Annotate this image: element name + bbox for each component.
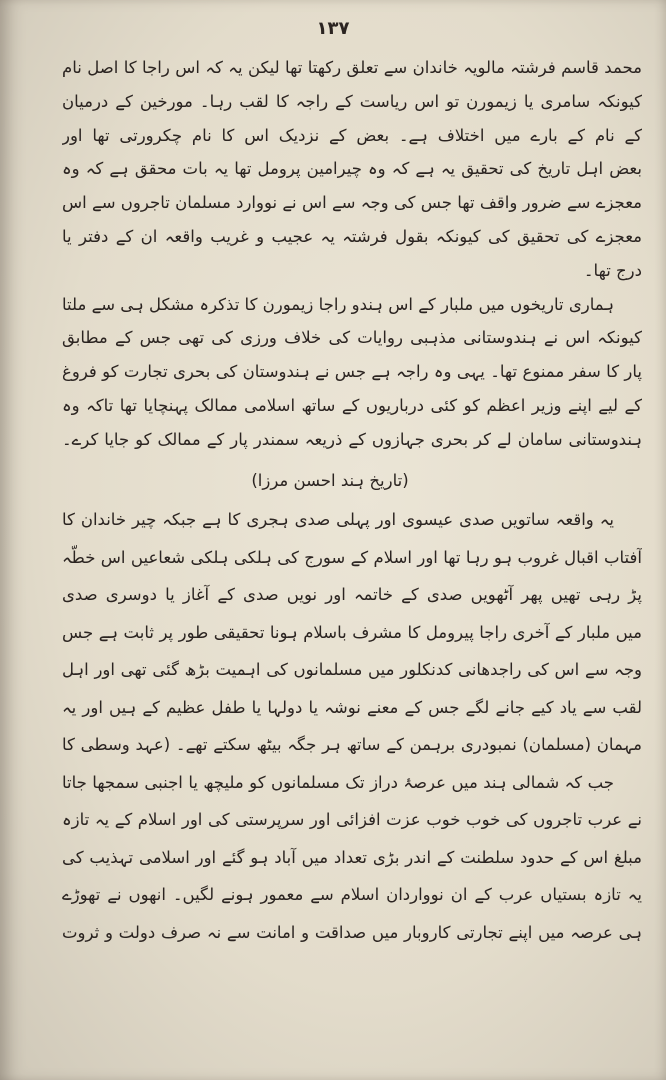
text-line: محمد قاسم فرشتہ مالویہ خاندان سے تعلق رکھتا تھا لیکن یہ کہ اس راجا کا اصل نام: [62, 58, 642, 77]
text-line: جب کہ شمالی ہند میں عرصۂ دراز تک مسلمانوں کو ملیچھ یا اجنبی سمجھا جاتا: [62, 772, 614, 792]
text-line: بعض اہل تاریخ کی تحقیق یہ ہے کہ وہ چیرامین پرومل تھا یہ بات محقق ہے کہ وہ: [62, 159, 642, 179]
page-number: ۱۳۷: [316, 18, 350, 39]
text-line: وجہ سے اس کی راجدھانی کدنکلور میں مسلمانوں کی اہمیت بڑھ گئی تھی اور اہل: [62, 660, 642, 679]
text-line: کے لیے اپنے وزیر اعظم کو کئی درباریوں کے ساتھ اسلامی ممالک پہنچایا تھا تاکہ وہ: [62, 396, 642, 415]
text-line: یہ تازہ بستیاں عرب کے ان نوواردان اسلام سے معمور ہونے لگیں۔ انھوں نے تھوڑے: [62, 885, 642, 904]
text-line: نے عرب تاجروں کی خوب خوب عزت افزائی اور سرپرستی کی اور اسلام کے یہ تازہ: [62, 810, 642, 829]
text-line: پار کا سفر ممنوع تھا۔ یہی وہ راجہ ہے جس نے ہندوستان کی بحری تجارت کو فروغ: [62, 362, 642, 382]
text-line: مبلغ اس کے حدود سلطنت کے اندر بڑی تعداد میں آباد ہو گئے اور اسلامی تہذیب کی: [62, 847, 642, 867]
text-line: ہی عرصہ میں اپنے تجارتی کاروبار میں صداقت و امانت سے نہ صرف دولت و ثروت: [62, 922, 642, 942]
text-line: پڑ رہی تھیں پھر آٹھویں صدی کے خاتمہ اور نویں صدی کے آغاز یا دوسری صدی: [62, 585, 642, 604]
text-line: کیونکہ اس نے ہندوستانی مذہبی روایات کی خلاف ورزی کی تھی جس کے مطابق: [62, 328, 642, 348]
text-line: کے نام کے بارے میں اختلاف ہے۔ بعض کے نزدیک اس کا نام چکرورتی تھا اور: [62, 125, 642, 145]
text-line: درج تھا۔: [583, 260, 642, 280]
text-line: ہماری تاریخوں میں ملبار کے اس ہندو راجا زیمورن کا تذکرہ مشکل ہی سے ملتا: [62, 294, 614, 314]
text-line: میں ملبار کے آخری راجا پیرومل کا مشرف باسلام ہونا تحقیقی طور پر ثابت ہے جس: [62, 622, 642, 642]
text-line: مہمان (مسلمان) نمبودری برہمن کے ساتھ ہر جگہ بیٹھ سکتے تھے۔ (عہد وسطی کا: [62, 735, 642, 754]
text-line: یہ واقعہ ساتویں صدی عیسوی اور پہلی صدی ہجری کا ہے جبکہ چیر خاندان کا: [62, 510, 614, 529]
text-line: معجزے کی تحقیق کی کیونکہ بقول فرشتہ یہ عجیب و غریب واقعہ ان کے دفتر یا: [62, 227, 642, 246]
citation-attribution: (تاریخ ہند احسن مرزا): [251, 471, 409, 490]
text-line: ہندوستانی سامان لے کر بحری جہازوں کے ذریعہ سمندر پار کے ممالک کو جایا کرے۔: [62, 429, 642, 449]
text-line: معجزے سے ضرور واقف تھا جس کی وجہ سے اس نے نووارد مسلمان تاجروں سے اس: [62, 193, 642, 213]
text-line: لقب سے یاد کیے جانے لگے جس کے معنے نوشہ یا دولہا یا طفل عظیم کے ہیں اور یہ: [62, 697, 642, 717]
text-line: آفتاب اقبال غروب ہو رہا تھا اور اسلام کے سورج کی ہلکی ہلکی شعاعیں اس خطّہ: [62, 547, 642, 567]
text-line: کیونکہ سامری یا زیمورن تو اس ریاست کے راجہ کا لقب رہا۔ مورخین کے درمیان: [62, 91, 642, 111]
